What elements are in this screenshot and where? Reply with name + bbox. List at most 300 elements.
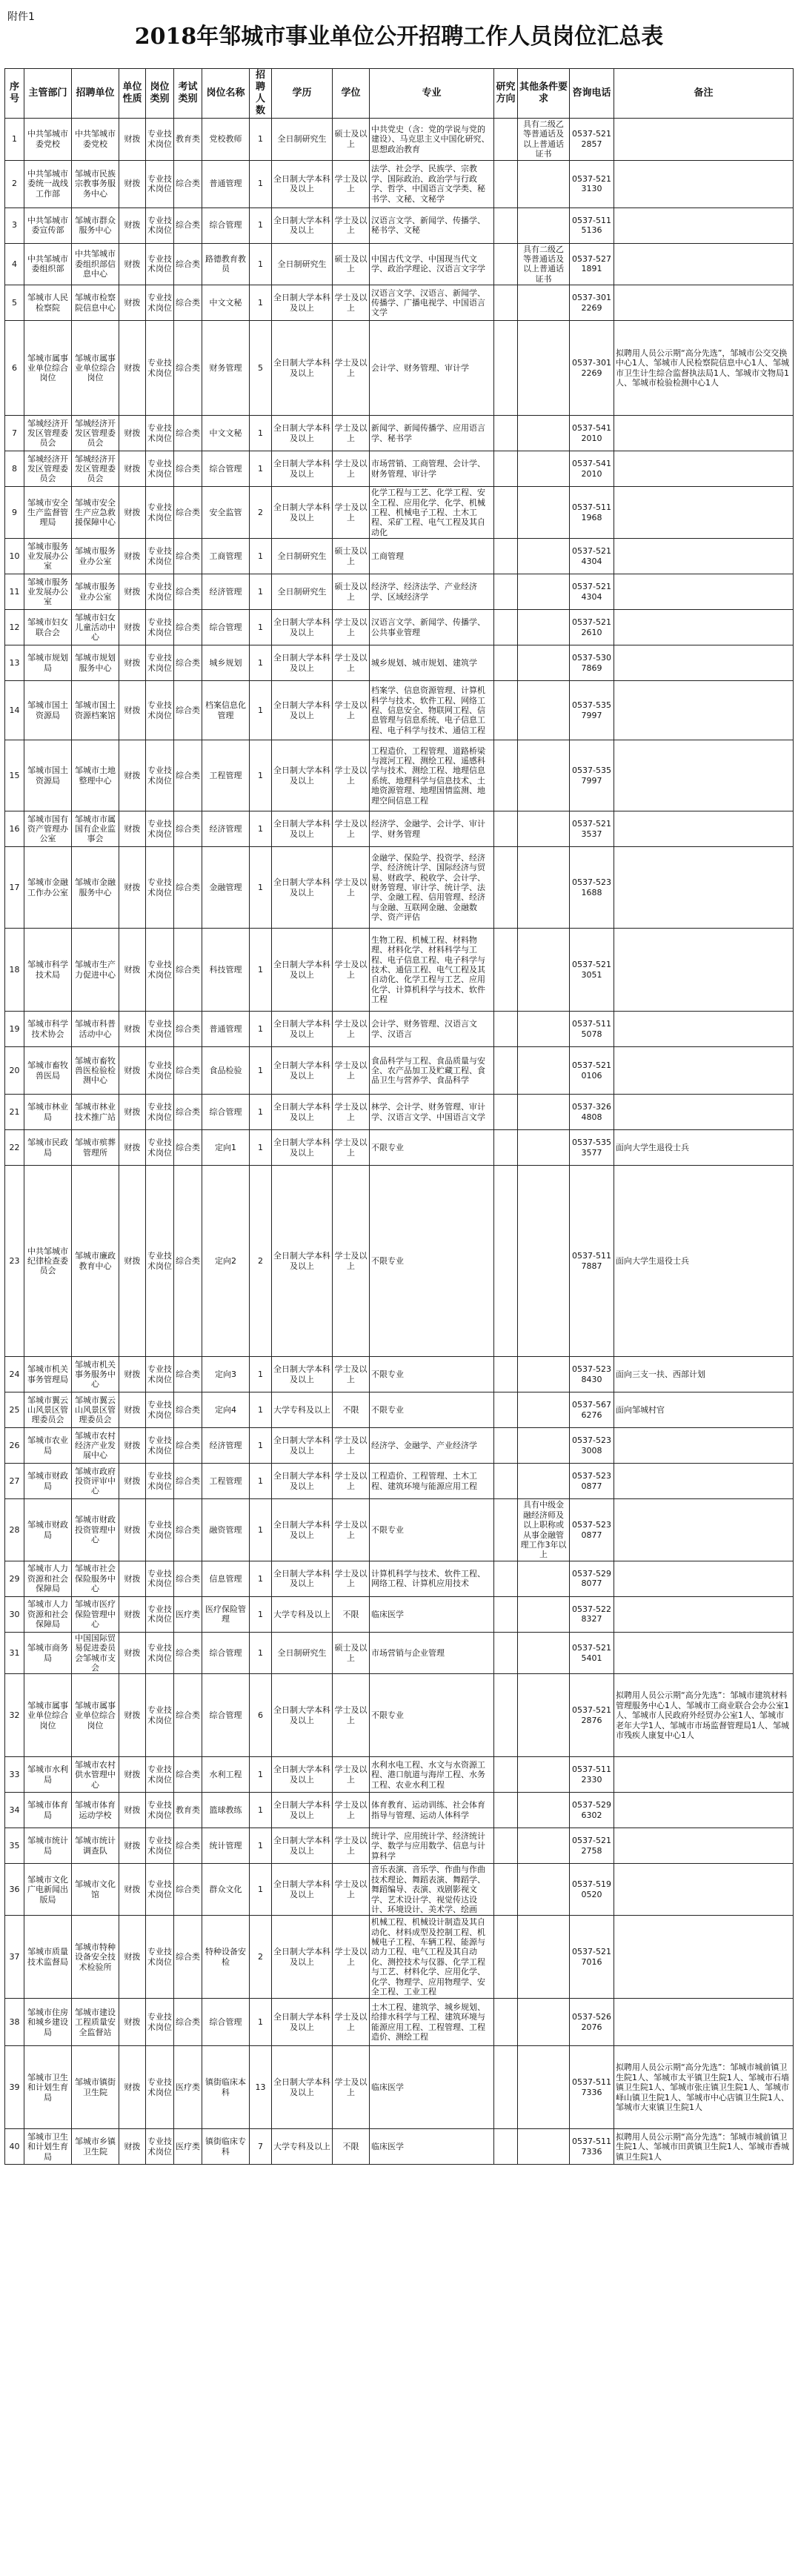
cell-department: 邹城市财政局 — [24, 1499, 72, 1561]
cell-post-category: 专业技术岗位 — [146, 1674, 174, 1757]
cell-exam-category: 综合类 — [174, 929, 202, 1012]
cell-degree: 学士及以上 — [333, 1357, 370, 1392]
cell-phone: 0537-5238430 — [570, 1357, 614, 1392]
cell-education: 全日制大学本科及以上 — [272, 681, 333, 740]
cell-phone: 0537-5117336 — [570, 2129, 614, 2165]
cell-headcount: 1 — [250, 1047, 272, 1095]
cell-remarks — [614, 645, 794, 681]
cell-employer: 邹城市殡葬管理所 — [72, 1130, 119, 1166]
cell-index: 4 — [5, 243, 24, 285]
cell-major: 音乐表演、音乐学、作曲与作曲技术理论、舞蹈表演、舞蹈学、舞蹈编导、表演、戏剧影视文学、艺术设计学、视觉传达设计、环境设计、美术学、绘画 — [370, 1864, 494, 1916]
cell-research — [494, 416, 518, 451]
cell-remarks — [614, 1757, 794, 1793]
cell-unit-type: 财拨 — [119, 811, 146, 847]
cell-exam-category: 综合类 — [174, 1428, 202, 1464]
cell-major: 化学工程与工艺、化学工程、安全工程、应用化学、化学、机械工程、机械电子工程、土木工程、采矿工程、电气工程及其自动化 — [370, 487, 494, 539]
cell-post-name: 经济管理 — [202, 1428, 250, 1464]
cell-department: 邹城市卫生和计划生育局 — [24, 2046, 72, 2129]
cell-post-category: 专业技术岗位 — [146, 119, 174, 161]
cell-phone: 0537-3012269 — [570, 285, 614, 321]
cell-exam-category: 综合类 — [174, 243, 202, 285]
cell-requirements — [518, 416, 570, 451]
cell-phone: 0537-5233008 — [570, 1428, 614, 1464]
cell-headcount: 1 — [250, 1561, 272, 1596]
cell-index: 21 — [5, 1095, 24, 1130]
header-col-post-name: 岗位名称 — [202, 69, 250, 119]
cell-requirements — [518, 487, 570, 539]
cell-department: 邹城市财政局 — [24, 1464, 72, 1499]
cell-post-category: 专业技术岗位 — [146, 2046, 174, 2129]
cell-degree: 不限 — [333, 1392, 370, 1428]
cell-education: 全日制研究生 — [272, 119, 333, 161]
cell-degree: 硕士及以上 — [333, 243, 370, 285]
cell-requirements — [518, 208, 570, 243]
table-row — [5, 1047, 794, 1095]
cell-exam-category: 医疗类 — [174, 2046, 202, 2129]
cell-phone: 0537-3264808 — [570, 1095, 614, 1130]
cell-post-category: 专业技术岗位 — [146, 451, 174, 487]
cell-employer: 邹城市建设工程质量安全监督站 — [72, 1999, 119, 2046]
cell-phone: 0537-5210106 — [570, 1047, 614, 1095]
cell-employer: 邹城市检察院信息中心 — [72, 285, 119, 321]
cell-post-name: 医疗保险管理 — [202, 1596, 250, 1632]
cell-index: 40 — [5, 2129, 24, 2165]
cell-unit-type: 财拨 — [119, 1828, 146, 1864]
cell-exam-category: 综合类 — [174, 1499, 202, 1561]
cell-requirements — [518, 2046, 570, 2129]
header-col-requirements: 其他条件要求 — [518, 69, 570, 119]
table-row — [5, 451, 794, 487]
cell-phone: 0537-5231688 — [570, 847, 614, 929]
cell-research — [494, 1828, 518, 1864]
cell-index: 22 — [5, 1130, 24, 1166]
cell-degree: 学士及以上 — [333, 1499, 370, 1561]
header-col-unit-type: 单位性质 — [119, 69, 146, 119]
cell-requirements: 具有二级乙等普通话及以上普通话证书 — [518, 243, 570, 285]
cell-headcount: 1 — [250, 1864, 272, 1916]
cell-major: 临床医学 — [370, 2046, 494, 2129]
cell-employer: 邹城市国土资源档案馆 — [72, 681, 119, 740]
cell-index: 39 — [5, 2046, 24, 2129]
cell-education: 全日制研究生 — [272, 574, 333, 610]
cell-post-category: 专业技术岗位 — [146, 208, 174, 243]
cell-remarks: 面向大学生退役士兵 — [614, 1130, 794, 1166]
cell-employer: 邹城市统计调查队 — [72, 1828, 119, 1864]
cell-major: 不限专业 — [370, 1166, 494, 1357]
cell-education: 全日制大学本科及以上 — [272, 811, 333, 847]
cell-index: 29 — [5, 1561, 24, 1596]
cell-major: 经济学、金融学、产业经济学 — [370, 1428, 494, 1464]
cell-exam-category: 综合类 — [174, 1166, 202, 1357]
cell-post-name: 定向2 — [202, 1166, 250, 1357]
cell-research — [494, 1864, 518, 1916]
cell-index: 34 — [5, 1793, 24, 1828]
cell-major: 金融学、保险学、投资学、经济学、经济统计学、国际经济与贸易、财政学、税收学、会计学、财务管理、审计学、统计学、法学、金融工程、信用管理、经济与金融、互联网金融、金融数学、资产评估 — [370, 847, 494, 929]
cell-post-name: 综合管理 — [202, 208, 250, 243]
cell-department: 中共邹城市委统一战线工作部 — [24, 160, 72, 208]
cell-phone: 0537-5212610 — [570, 610, 614, 645]
cell-unit-type: 财拨 — [119, 1757, 146, 1793]
cell-employer: 邹城市属事业单位综合岗位 — [72, 321, 119, 416]
cell-research — [494, 1130, 518, 1166]
cell-requirements — [518, 811, 570, 847]
cell-department: 邹城市人力资源和社会保障局 — [24, 1596, 72, 1632]
cell-department: 邹城市翼云山风景区管理委员会 — [24, 1392, 72, 1428]
cell-post-category: 专业技术岗位 — [146, 539, 174, 574]
cell-post-name: 工程管理 — [202, 740, 250, 811]
header-col-major: 专业 — [370, 69, 494, 119]
cell-post-name: 综合管理 — [202, 1095, 250, 1130]
cell-unit-type: 财拨 — [119, 321, 146, 416]
cell-exam-category: 综合类 — [174, 451, 202, 487]
cell-exam-category: 医疗类 — [174, 1596, 202, 1632]
cell-phone: 0537-5217016 — [570, 1916, 614, 1999]
cell-headcount: 7 — [250, 2129, 272, 2165]
cell-education: 全日制研究生 — [272, 243, 333, 285]
cell-headcount: 1 — [250, 1428, 272, 1464]
cell-major: 不限专业 — [370, 1499, 494, 1561]
cell-unit-type: 财拨 — [119, 1596, 146, 1632]
cell-research — [494, 2129, 518, 2165]
cell-remarks — [614, 1561, 794, 1596]
cell-department: 邹城市国土资源局 — [24, 681, 72, 740]
table-row — [5, 1357, 794, 1392]
cell-degree: 学士及以上 — [333, 1095, 370, 1130]
cell-index: 10 — [5, 539, 24, 574]
cell-post-name: 安全监管 — [202, 487, 250, 539]
cell-education: 全日制大学本科及以上 — [272, 1864, 333, 1916]
cell-post-name: 定向3 — [202, 1357, 250, 1392]
cell-phone: 0537-5230877 — [570, 1464, 614, 1499]
cell-index: 26 — [5, 1428, 24, 1464]
cell-exam-category: 综合类 — [174, 1012, 202, 1047]
cell-headcount: 13 — [250, 2046, 272, 2129]
cell-major: 中国古代文学、中国现当代文学、政治学理论、汉语言文字学 — [370, 243, 494, 285]
cell-post-name: 定向4 — [202, 1392, 250, 1428]
cell-post-name: 普通管理 — [202, 1012, 250, 1047]
cell-major: 新闻学、新闻传播学、应用语言学、秘书学 — [370, 416, 494, 451]
cell-unit-type: 财拨 — [119, 1561, 146, 1596]
cell-requirements — [518, 1012, 570, 1047]
cell-index: 3 — [5, 208, 24, 243]
cell-headcount: 1 — [250, 847, 272, 929]
cell-department: 邹城市文化广电新闻出版局 — [24, 1864, 72, 1916]
cell-post-category: 专业技术岗位 — [146, 1916, 174, 1999]
cell-phone: 0537-5213051 — [570, 929, 614, 1012]
cell-headcount: 1 — [250, 416, 272, 451]
cell-unit-type: 财拨 — [119, 1130, 146, 1166]
cell-research — [494, 119, 518, 161]
table-row — [5, 1916, 794, 1999]
cell-department: 邹城市服务业发展办公室 — [24, 574, 72, 610]
cell-index: 1 — [5, 119, 24, 161]
cell-employer: 邹城市金融服务中心 — [72, 847, 119, 929]
cell-education: 全日制大学本科及以上 — [272, 847, 333, 929]
header-col-index: 序号 — [5, 69, 24, 119]
cell-post-category: 专业技术岗位 — [146, 1392, 174, 1428]
cell-requirements — [518, 574, 570, 610]
cell-degree: 学士及以上 — [333, 645, 370, 681]
cell-education: 全日制大学本科及以上 — [272, 1674, 333, 1757]
cell-requirements — [518, 1428, 570, 1464]
cell-remarks — [614, 811, 794, 847]
cell-degree: 学士及以上 — [333, 1757, 370, 1793]
cell-post-name: 党校教师 — [202, 119, 250, 161]
header-col-exam-category: 考试类别 — [174, 69, 202, 119]
cell-employer: 邹城市镇街卫生院 — [72, 2046, 119, 2129]
cell-research — [494, 929, 518, 1012]
cell-research — [494, 1561, 518, 1596]
cell-degree: 学士及以上 — [333, 929, 370, 1012]
cell-requirements — [518, 847, 570, 929]
cell-post-name: 镇街临床专科 — [202, 2129, 250, 2165]
cell-unit-type: 财拨 — [119, 1499, 146, 1561]
cell-headcount: 2 — [250, 1166, 272, 1357]
cell-requirements — [518, 610, 570, 645]
cell-phone: 0537-5212758 — [570, 1828, 614, 1864]
cell-major: 不限专业 — [370, 1130, 494, 1166]
cell-remarks — [614, 574, 794, 610]
table-row — [5, 811, 794, 847]
cell-headcount: 1 — [250, 811, 272, 847]
cell-remarks — [614, 847, 794, 929]
cell-education: 全日制大学本科及以上 — [272, 1499, 333, 1561]
cell-index: 28 — [5, 1499, 24, 1561]
cell-post-name: 经济管理 — [202, 811, 250, 847]
cell-employer: 邹城市社会保险服务中心 — [72, 1561, 119, 1596]
cell-requirements — [518, 1632, 570, 1674]
cell-remarks — [614, 929, 794, 1012]
table-row — [5, 487, 794, 539]
cell-major: 不限专业 — [370, 1392, 494, 1428]
cell-phone: 0537-5115078 — [570, 1012, 614, 1047]
cell-phone: 0537-5213537 — [570, 811, 614, 847]
table-row — [5, 929, 794, 1012]
table-row — [5, 1561, 794, 1596]
cell-remarks — [614, 1499, 794, 1561]
cell-post-category: 专业技术岗位 — [146, 1632, 174, 1674]
cell-research — [494, 1793, 518, 1828]
cell-research — [494, 1757, 518, 1793]
cell-post-name: 食品检验 — [202, 1047, 250, 1095]
cell-remarks — [614, 416, 794, 451]
cell-phone: 0537-5115136 — [570, 208, 614, 243]
cell-employer: 邹城市属事业单位综合岗位 — [72, 1674, 119, 1757]
cell-remarks — [614, 1632, 794, 1674]
cell-major: 经济学、经济法学、产业经济学、区域经济学 — [370, 574, 494, 610]
cell-requirements: 具有中级金融经济师及以上职称或从事金融管理工作3年以上 — [518, 1499, 570, 1561]
cell-remarks: 面向三支一扶、西部计划 — [614, 1357, 794, 1392]
cell-remarks — [614, 160, 794, 208]
cell-remarks — [614, 1864, 794, 1916]
cell-exam-category: 综合类 — [174, 1130, 202, 1166]
cell-department: 邹城市安全生产监督管理局 — [24, 487, 72, 539]
cell-major: 不限专业 — [370, 1357, 494, 1392]
cell-index: 13 — [5, 645, 24, 681]
cell-post-category: 专业技术岗位 — [146, 1012, 174, 1047]
cell-research — [494, 160, 518, 208]
cell-remarks — [614, 539, 794, 574]
cell-department: 邹城市属事业单位综合岗位 — [24, 321, 72, 416]
cell-exam-category: 综合类 — [174, 1916, 202, 1999]
cell-post-name: 工程管理 — [202, 1464, 250, 1499]
cell-remarks: 拟聘用人员公示期“高分先选”：邹城市建筑材料管理服务中心1人、邹城市工商业联合会办公室1人、邹城市人民政府外经贸办公室1人、邹城市老年大学1人、邹城市市场监督管理局1人、邹城市残疾人康复中心1人 — [614, 1674, 794, 1757]
cell-department: 邹城市金融工作办公室 — [24, 847, 72, 929]
cell-unit-type: 财拨 — [119, 1674, 146, 1757]
cell-education: 全日制大学本科及以上 — [272, 1916, 333, 1999]
cell-post-category: 专业技术岗位 — [146, 1166, 174, 1357]
cell-post-name: 经济管理 — [202, 574, 250, 610]
cell-research — [494, 847, 518, 929]
cell-requirements — [518, 285, 570, 321]
cell-post-name: 档案信息化管理 — [202, 681, 250, 740]
cell-headcount: 1 — [250, 160, 272, 208]
cell-unit-type: 财拨 — [119, 1793, 146, 1828]
cell-exam-category: 综合类 — [174, 1095, 202, 1130]
cell-degree: 不限 — [333, 2129, 370, 2165]
table-row — [5, 2046, 794, 2129]
cell-phone: 0537-5214304 — [570, 574, 614, 610]
cell-post-category: 专业技术岗位 — [146, 243, 174, 285]
cell-index: 32 — [5, 1674, 24, 1757]
cell-degree: 学士及以上 — [333, 811, 370, 847]
cell-phone: 0537-5412010 — [570, 451, 614, 487]
cell-research — [494, 1674, 518, 1757]
cell-remarks — [614, 1596, 794, 1632]
cell-degree: 学士及以上 — [333, 285, 370, 321]
cell-education: 全日制大学本科及以上 — [272, 1357, 333, 1392]
cell-post-name: 综合管理 — [202, 451, 250, 487]
cell-exam-category: 综合类 — [174, 1357, 202, 1392]
cell-remarks — [614, 610, 794, 645]
cell-unit-type: 财拨 — [119, 574, 146, 610]
cell-unit-type: 财拨 — [119, 1632, 146, 1674]
cell-phone: 0537-5112330 — [570, 1757, 614, 1793]
cell-department: 邹城市卫生和计划生育局 — [24, 2129, 72, 2165]
cell-research — [494, 208, 518, 243]
cell-research — [494, 539, 518, 574]
cell-employer: 中共邹城市委组织部信息中心 — [72, 243, 119, 285]
cell-degree: 不限 — [333, 1596, 370, 1632]
cell-requirements — [518, 681, 570, 740]
cell-education: 全日制研究生 — [272, 1632, 333, 1674]
cell-education: 全日制大学本科及以上 — [272, 285, 333, 321]
cell-department: 中共邹城市委组织部 — [24, 243, 72, 285]
cell-degree: 学士及以上 — [333, 1047, 370, 1095]
cell-post-category: 专业技术岗位 — [146, 1499, 174, 1561]
header-col-post-category: 岗位类别 — [146, 69, 174, 119]
cell-major: 法学、社会学、民族学、宗教学、国际政治、政治学与行政学、哲学、中国语言文学类、秘书学、文秘、文秘学 — [370, 160, 494, 208]
cell-education: 全日制大学本科及以上 — [272, 1047, 333, 1095]
cell-phone: 0537-3012269 — [570, 321, 614, 416]
cell-research — [494, 487, 518, 539]
cell-education: 全日制大学本科及以上 — [272, 208, 333, 243]
cell-requirements — [518, 1757, 570, 1793]
cell-unit-type: 财拨 — [119, 285, 146, 321]
cell-major: 不限专业 — [370, 1674, 494, 1757]
cell-remarks — [614, 681, 794, 740]
table-row — [5, 645, 794, 681]
cell-headcount: 1 — [250, 1757, 272, 1793]
cell-requirements — [518, 539, 570, 574]
cell-headcount: 1 — [250, 645, 272, 681]
cell-unit-type: 财拨 — [119, 681, 146, 740]
cell-education: 全日制大学本科及以上 — [272, 610, 333, 645]
cell-employer: 邹城市规划服务中心 — [72, 645, 119, 681]
cell-post-name: 金融管理 — [202, 847, 250, 929]
cell-employer: 邹城市科普活动中心 — [72, 1012, 119, 1047]
cell-employer: 邹城市市属国有企业监事会 — [72, 811, 119, 847]
cell-education: 全日制大学本科及以上 — [272, 160, 333, 208]
cell-phone: 0537-5298077 — [570, 1561, 614, 1596]
cell-education: 全日制大学本科及以上 — [272, 929, 333, 1012]
cell-unit-type: 财拨 — [119, 1357, 146, 1392]
header-col-education: 学历 — [272, 69, 333, 119]
cell-degree: 学士及以上 — [333, 2046, 370, 2129]
header-col-employer: 招聘单位 — [72, 69, 119, 119]
cell-exam-category: 综合类 — [174, 539, 202, 574]
cell-headcount: 1 — [250, 1632, 272, 1674]
cell-exam-category: 综合类 — [174, 1674, 202, 1757]
cell-remarks: 拟聘用人员公示期“高分先选”，邹城市公交交换中心1人、邹城市人民检察院信息中心1人、邹城市卫生计生综合监督执法局1人、邹城市文物局1人、邹城市检验检测中心1人 — [614, 321, 794, 416]
cell-department: 邹城市人力资源和社会保障局 — [24, 1561, 72, 1596]
cell-unit-type: 财拨 — [119, 847, 146, 929]
table-row — [5, 1632, 794, 1674]
cell-headcount: 1 — [250, 610, 272, 645]
table-row — [5, 740, 794, 811]
cell-department: 邹城经济开发区管理委员会 — [24, 416, 72, 451]
cell-phone: 0537-5228327 — [570, 1596, 614, 1632]
cell-degree: 学士及以上 — [333, 1864, 370, 1916]
cell-department: 邹城市质量技术监督局 — [24, 1916, 72, 1999]
cell-employer: 邹城市政府投资评审中心 — [72, 1464, 119, 1499]
cell-degree: 学士及以上 — [333, 321, 370, 416]
cell-post-name: 篮球教练 — [202, 1793, 250, 1828]
cell-exam-category: 综合类 — [174, 740, 202, 811]
cell-degree: 学士及以上 — [333, 1828, 370, 1864]
cell-major: 工程造价、工程管理、道路桥梁与渡河工程、测绘工程、遥感科学与技术、测绘工程、地理信息系统、地理科学与信息技术、土地资源管理、地理国情监测、地理空间信息工程 — [370, 740, 494, 811]
cell-post-category: 专业技术岗位 — [146, 574, 174, 610]
cell-research — [494, 574, 518, 610]
cell-index: 33 — [5, 1757, 24, 1793]
table-row — [5, 1012, 794, 1047]
cell-headcount: 1 — [250, 1357, 272, 1392]
cell-research — [494, 681, 518, 740]
cell-post-name: 科技管理 — [202, 929, 250, 1012]
cell-index: 5 — [5, 285, 24, 321]
cell-exam-category: 教育类 — [174, 1793, 202, 1828]
table-row — [5, 1166, 794, 1357]
cell-remarks — [614, 1828, 794, 1864]
header-col-phone: 咨询电话 — [570, 69, 614, 119]
cell-research — [494, 811, 518, 847]
header-col-research: 研究方向 — [494, 69, 518, 119]
cell-unit-type: 财拨 — [119, 2129, 146, 2165]
cell-exam-category: 综合类 — [174, 160, 202, 208]
cell-unit-type: 财拨 — [119, 243, 146, 285]
cell-remarks — [614, 487, 794, 539]
cell-remarks — [614, 740, 794, 811]
cell-research — [494, 285, 518, 321]
cell-major: 档案学、信息资源管理、计算机科学与技术、软件工程、网络工程、信息安全、物联网工程、信息管理与信息系统、电子信息工程、电子科学与技术、通信工程 — [370, 681, 494, 740]
cell-unit-type: 财拨 — [119, 1095, 146, 1130]
table-row — [5, 160, 794, 208]
cell-post-name: 工商管理 — [202, 539, 250, 574]
cell-exam-category: 综合类 — [174, 1864, 202, 1916]
cell-research — [494, 645, 518, 681]
cell-major: 临床医学 — [370, 1596, 494, 1632]
cell-post-category: 专业技术岗位 — [146, 1596, 174, 1632]
